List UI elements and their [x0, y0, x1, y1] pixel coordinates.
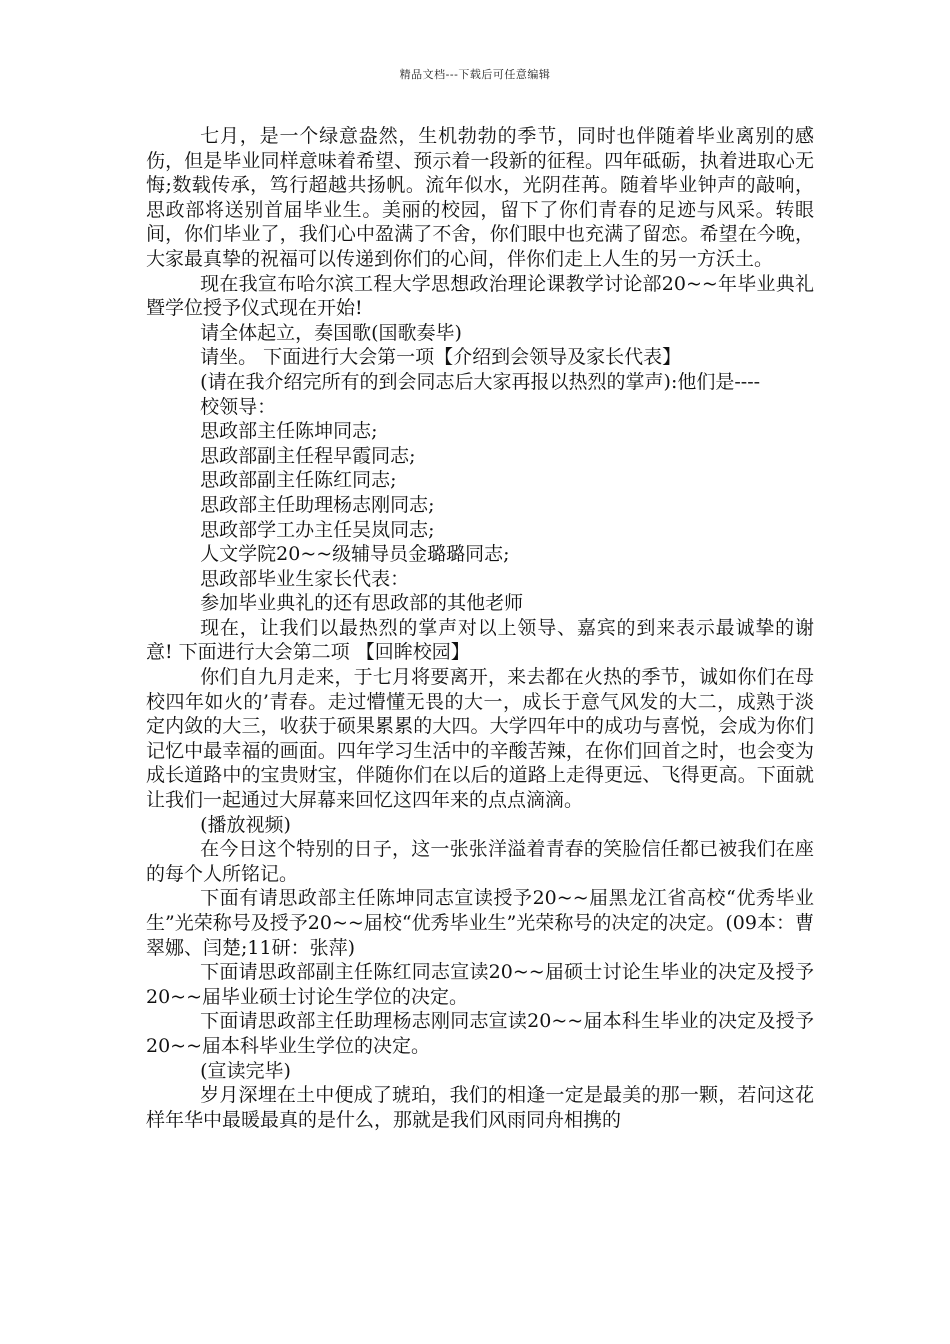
leader-list-item: 思政部主任陈坤同志;	[200, 420, 378, 443]
paragraph-campus-review: 你们自九月走来，于七月将要离开，来去都在火热的季节，诚如你们在母校四年如火的’青春。走过懵懂无畏的大一，成长于意气风发的大二，成熟于淡定内敛的大三，收获于硕果累累的大四。大学四年中的成功与喜悦，会成为你们记忆中最幸福的画面。四年学习生活中的辛酸苦辣，在你们回首之时，也会变为成长道路中的宝贵财宝，伴随你们在以后的道路上走得更远、飞得更高。下面就让我们一起通过大屏幕来回忆这四年来的点点滴滴。	[146, 666, 814, 812]
leader-list-item: 思政部副主任陈红同志;	[200, 469, 397, 492]
paragraph-item-one: 请坐。 下面进行大会第一项【介绍到会领导及家长代表】	[200, 346, 682, 369]
document-body	[146, 124, 814, 1132]
paragraph-other-teachers: 参加毕业典礼的还有思政部的其他老师	[200, 592, 524, 615]
paragraph-video: (播放视频)	[200, 813, 291, 836]
leader-list-item: 人文学院20~~级辅导员金璐璐同志;	[200, 543, 510, 566]
paragraph-honors-decision: 下面有请思政部主任陈坤同志宣读授予20~~届黑龙江省高校“优秀毕业生”光荣称号及授予20~~届校“优秀毕业生”光荣称号的决定的决定。(09本：曹翠娜、闫楚;11研：张萍)	[146, 887, 814, 959]
leader-list-item: 思政部主任助理杨志刚同志;	[200, 493, 435, 516]
paragraph-reading-done: (宣读完毕)	[200, 1059, 291, 1082]
paragraph-special-day: 在今日这个特别的日子，这一张张洋溢着青春的笑脸信任都已被我们在座的每个人所铭记。	[146, 838, 814, 885]
leader-list-item: 思政部学工办主任吴岚同志;	[200, 518, 435, 541]
leader-list-item: 思政部毕业生家长代表：	[200, 567, 410, 590]
paragraph-intro: 七月，是一个绿意盎然，生机勃勃的季节，同时也伴随着毕业离别的感伤，但是毕业同样意味着希望、预示着一段新的征程。四年砥砺，执着进取心无悔;数载传承，笃行超越共扬帆。流年似水，光阴荏苒。随着毕业钟声的敲响，思政部将送别首届毕业生。美丽的校园，留下了你们青春的足迹与风采。转眼间，你们毕业了，我们心中盈满了不舍，你们眼中也充满了留恋。希望在今晚，大家最真挚的祝福可以传递到你们的心间，伴你们走上人生的另一方沃土。	[146, 125, 814, 270]
leader-list-item: 思政部副主任程早霞同志;	[200, 444, 416, 467]
paragraph-bachelor-decision: 下面请思政部主任助理杨志刚同志宣读20~~届本科生毕业的决定及授予20~~届本科毕业生学位的决定。	[146, 1010, 814, 1057]
paragraph-closing: 岁月深埋在土中便成了琥珀，我们的相逢一定是最美的那一颗，若问这花样年华中最暖最真的是什么，那就是我们风雨同舟相携的	[146, 1084, 814, 1131]
paragraph-announcement: 现在我宣布哈尔滨工程大学思想政治理论课教学讨论部20~~年毕业典礼暨学位授予仪式现在开始!	[146, 272, 814, 320]
paragraph-master-decision: 下面请思政部副主任陈红同志宣读20~~届硕士讨论生毕业的决定及授予20~~届毕业硕士讨论生学位的决定。	[146, 961, 814, 1008]
paragraph-school-leaders: 校领导：	[200, 395, 277, 418]
page-header: 精品文档---下载后可任意编辑	[399, 68, 551, 81]
paragraph-item-two: 现在，让我们以最热烈的掌声对以上领导、嘉宾的到来表示最诚挚的谢意! 下面进行大会第二项 【回眸校园】	[146, 616, 814, 664]
paragraph-applause-note: (请在我介绍完所有的到会同志后大家再报以热烈的掌声):他们是----	[200, 370, 761, 393]
paragraph-anthem: 请全体起立，奏国歌(国歌奏毕)	[200, 321, 462, 344]
